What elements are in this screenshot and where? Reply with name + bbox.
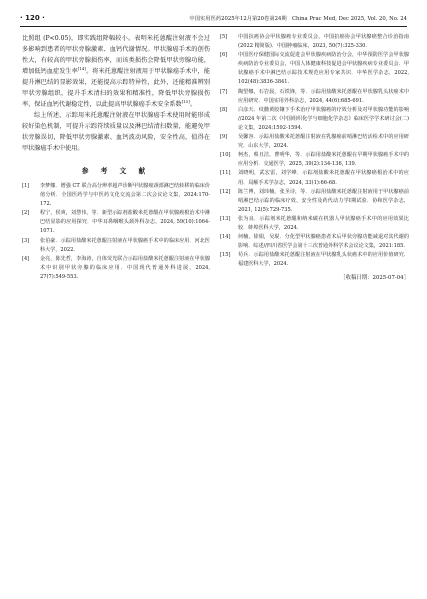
reference-item: [1] 李梦娜．增强 CT 联合高分辨率超声诊断甲状腺癌颈部淋巴结转移的临床价值分析．全国医药学与中医药文化交流会第二次会议论文集，2024:170-172.: [22, 183, 210, 208]
journal-citation-line: 中国实用医药2025年12月第20卷第24期 China Prac Med, Dec 2025, Vol. 20, No. 24: [189, 16, 407, 22]
reference-item: [14] 何楠，徐娟，吴琨．分化型甲状腺癌患者术后甲状旁腺功能减退对其代谢的影响．综述//四川省医学会第十三次普通外科学术会议论文集，2021:185.: [220, 234, 409, 250]
reference-item: [7] 陶望娜，石岩晨，石铁锋，等．示踪用盐酸米托蒽醌在甲状腺乳头状癌术中应用研究．中国实用外科杂志，2024, 44(6):685-691.: [220, 88, 409, 104]
right-column: [220, 33, 409, 283]
reference-item: [13] 张为良．示踪剂米托蒽醌和纳米碳在机器人甲状腺癌手术中的应用效果比较．蚌埠医科大学，2024.: [220, 215, 409, 231]
reference-item: [2] 程宁，侯爽，刘慧伟，等．新型示踪剂盐酸米托蒽醌在甲状腺癌根治术中淋巴结显影的应用探究．中华耳鼻咽喉头颈外科杂志，2024, 59(10):1064-1071.: [22, 210, 210, 235]
reference-item: [8] 白彦天．纹髓黄胶镶下手术治疗甲状腺癌的疗效分析及对甲状腺功能的影响 //2024 年第二次《中国组织化学与细胞化学杂志》临床医学学术研讨会(二)论文集，2024:1592-1594.: [220, 106, 409, 131]
reference-item: [9] 吴馨容．示踪用盐酸米托蒽醌注射液在乳腺癌前哨淋巴结活检术中的应用研究．山东大学，2024.: [220, 134, 409, 150]
reference-item: [5] 中国抗癌协会甲状腺癌专业委员会，中国抗癌协会甲状腺癌整合诊治指南(2022 精简版)．中国肿瘤临床，2023, 50(7):325-330.: [220, 34, 409, 50]
body-paragraph-summary: 综上所述，示踪用米托蒽醌注射液在甲状腺癌手术使用时能形成较好染色机制，可提升示踪符续质量以及淋巴结清扫数量，能避免甲状旁腺误切，降低甲状旁腺激素、血钙波动风险，安全性高，值得在甲状腺癌手术中使用。: [22, 112, 210, 152]
body-paragraph-conclusion-discussion: 比照组 (P<0.05)，即实践组降幅较小。表明米托蒽醌注射液不会过多影响到患者的甲状旁腺激素、血钙代谢情况。甲状腺癌手术的创伤性大，有较高的甲状旁腺损伤率，而该类损伤会降低甲状旁腺功能，增加低钙血症发生率[14]。将米托蒽醌注射液用于甲状腺癌手术中，能提升淋巴结的显影效果，还能提高示踪特异性，此外，还能精准辨别甲状旁腺组织，提升手术清扫的效果和精准性，降低甲状旁腺损伤率，保证血钙代谢稳定性，以此提高甲状腺癌手术安全系数[15]。: [22, 35, 210, 108]
reference-item: [12] 陈兰博，刘玮楠，张圣诗，等．示踪用盐酸米托蒽醌注射液用于甲状腺癌前哨淋巴结示踪的临床疗效、安全性及药代动力学Ⅰ期试验．协和医学杂志，2021, 12(5):729-735.: [220, 188, 409, 213]
reference-item: [4] 金亮，陈先哲，李海涛，自体荧光联合示踪用盐酸米托蒽醌注射液在甲状腺术中识别甲状旁腺的临床应用．中国现代普通外科进展，2024, 27(7):549-553.: [22, 255, 210, 280]
page-number: · 120 ·: [20, 14, 45, 22]
header-rule: [20, 26, 407, 27]
citation-15: [15]: [181, 98, 190, 104]
citation-14: [14]: [77, 65, 87, 71]
reference-item: [10] 柯杰，蔡且洁，曹明华，等．示踪用盐酸米托蒽醌在早期甲状腺癌手术中的应用分析．交通医学，2025, 39(2):134-136, 139.: [220, 152, 409, 168]
reference-item: [3] 张伯豪．示踪用盐酸米托蒽醌注射液在甲状腺癌手术中的临床应用．河北医科大学，2022.: [22, 237, 210, 253]
received-date: ［收稿日期：2025-07-04］: [340, 275, 409, 282]
reference-item: [6] 中国医疗保健国际交流促进会甲状腺疾病防治分会，中华预防医学会甲状腺疾病防治专业委员会，中国人体健康科技促进会甲状腺疾病专业委员会．甲状腺癌手术中淋巴结示踪技术规范应用专家共识．中华医学杂志，2022, 102(48):3836-3841.: [220, 52, 409, 86]
left-column: [22, 33, 210, 282]
reference-item: [15] 苟兵．示踪用盐酸米托蒽醌注射液在甲状腺乳头状癌术中的应用价值研究．福建医科大学，2024.: [220, 252, 409, 268]
references-title: 参 考 文 献: [81, 167, 151, 175]
page-header: [20, 13, 407, 27]
reference-item: [11] 刘晓明，武宏雷，刘学峰．示踪剂盐酸米托蒽醌在甲状腺癌根治术中的应用．局解手术学杂志，2024, 33(1):66-68.: [220, 170, 409, 186]
